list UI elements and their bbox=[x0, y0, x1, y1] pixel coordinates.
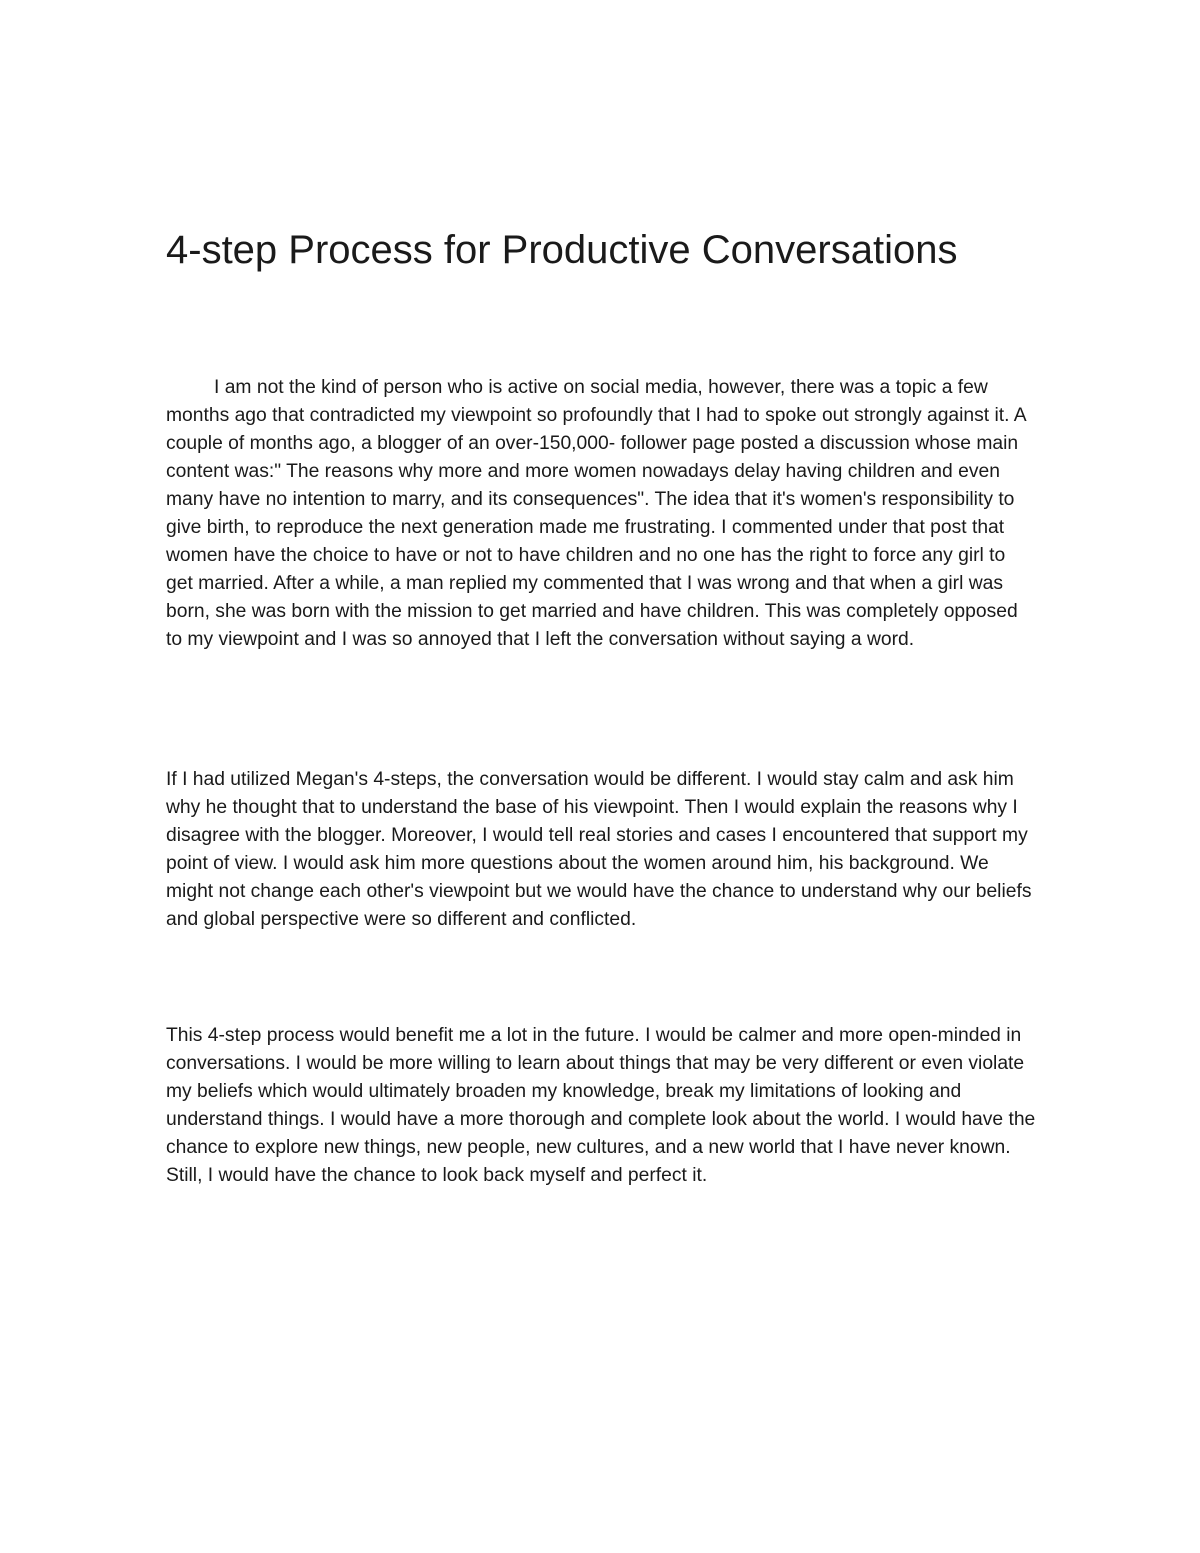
document-title: 4-step Process for Productive Conversations bbox=[166, 228, 958, 272]
paragraph-2: If I had utilized Megan's 4-steps, the conversation would be different. I would stay calm and ask him why he thought that to understand the base of his viewpoint. Then I would explain the reasons why I disagree with the blogger. Moreover, I would tell real stories and cases I encountered that support my point of view. I would ask him more questions about the women around him, his background. We might not change each other's viewpoint but we would have the chance to understand why our beliefs and global perspective were so different and conflicted. bbox=[166, 769, 1032, 930]
paragraph-3: This 4-step process would benefit me a lot in the future. I would be calmer and more open-minded in conversations. I would be more willing to learn about things that may be very different or even violate my beliefs which would ultimately broaden my knowledge, break my limitations of looking and understand things. I would have a more thorough and complete look about the world. I would have the chance to explore new things, new people, new cultures, and a new world that I have never known. Still, I would have the chance to look back myself and perfect it. bbox=[166, 1025, 1036, 1186]
paragraph-1: I am not the kind of person who is active on social media, however, there was a topic a few months ago that contradicted my viewpoint so profoundly that I had to spoke out strongly against it. A couple of months ago, a blogger of an over-150,000- follower page posted a discussion whose main content was:" The reasons why more and more women nowadays delay having children and even many have no intention to marry, and its consequences". The idea that it's women's responsibility to give birth, to reproduce the next generation made me frustrating. I commented under that post that women have the choice to have or not to have children and no one has the right to force any girl to get married. After a while, a man replied my commented that I was wrong and that when a girl was born, she was born with the mission to get married and have children. This was completely opposed to my viewpoint and I was so annoyed that I left the conversation without saying a word. bbox=[166, 377, 1026, 650]
